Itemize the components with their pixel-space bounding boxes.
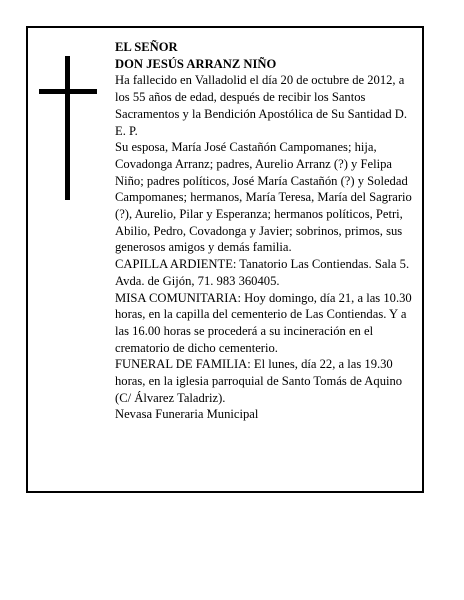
death-announcement: Ha fallecido en Valladolid el día 20 de octubre de 2012, a los 55 años de edad, después de recibir los Santos Sacramentos y la Bendición Apostólica de Su Santidad D. E. P. <box>115 73 408 138</box>
family-list: Su esposa, María José Castañón Campomanes; hija, Covadonga Arranz; padres, Aurelio Arranz (?) y Felipa Niño; padres políticos, José María Castañón (?) y Soledad Campomanes; hermanos, María Teresa, María del Sagrario (?), Aurelio, Pilar y Esperanza; hermanos políticos, Petri, Abilio, Pedro, Covadonga y Javier; sobrinos, primos, sus generosos amigos y demás familia. <box>115 140 412 255</box>
cross-horizontal-bar <box>39 89 97 94</box>
title-line-1: EL SEÑOR <box>115 40 178 54</box>
chapel-info: CAPILLA ARDIENTE: Tanatorio Las Contiendas. Sala 5. Avda. de Gijón, 71. 983 360405. <box>115 257 410 288</box>
notice-text <box>115 39 421 423</box>
obituary-notice <box>26 26 424 493</box>
family-funeral-info: FUNERAL DE FAMILIA: El lunes, día 22, a las 19.30 horas, en la iglesia parroquial de Santo Tomás de Aquino (C/ Álvarez Taladriz). <box>115 357 403 405</box>
cross-vertical-bar <box>65 56 70 200</box>
mass-info: MISA COMUNITARIA: Hoy domingo, día 21, a las 10.30 horas, en la capilla del cementerio de Las Contiendas. Y a las 16.00 horas se procederá a su incineración en el crematorio de dicho cementerio. <box>115 290 412 355</box>
deceased-name: DON JESÚS ARRANZ NIÑO <box>115 56 277 71</box>
cross-icon <box>39 56 97 200</box>
funeral-home: Nevasa Funeraria Municipal <box>115 407 259 422</box>
